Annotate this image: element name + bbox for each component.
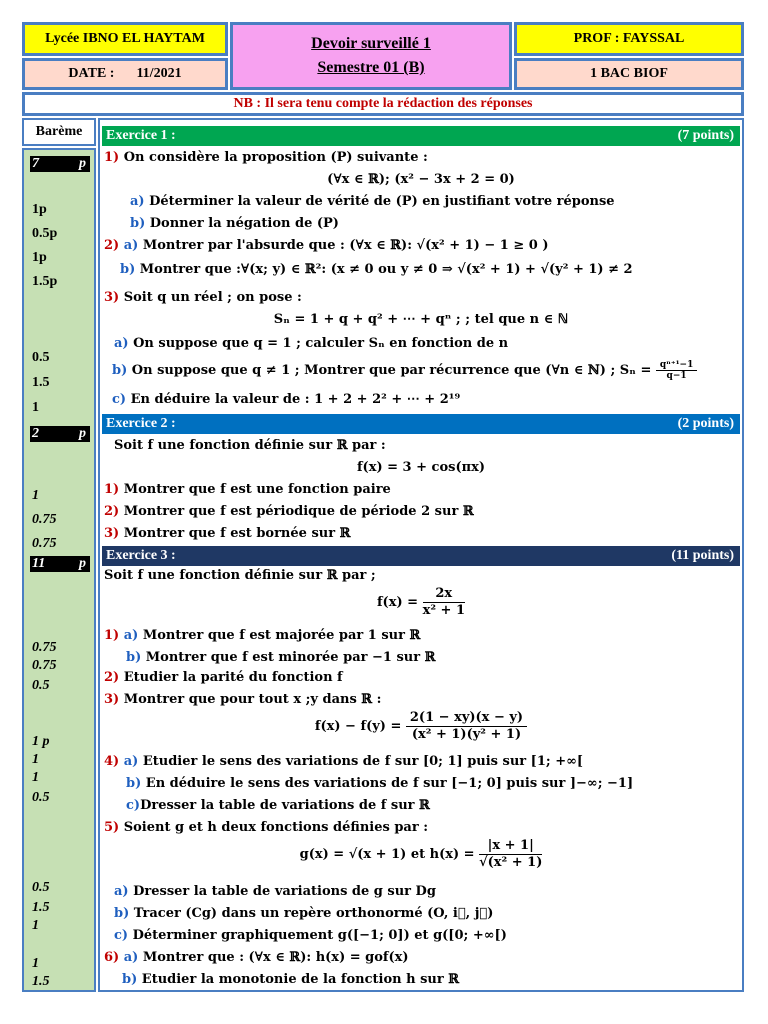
exam-title: Devoir surveillé 1 (311, 35, 431, 52)
bareme-mark: 0.75 (32, 512, 57, 527)
ex1-q3b: b) On suppose que q ≠ 1 ; Montrer que par récurrence que (∀n ∈ ℕ) ; Sₙ = $\frac{\text{qⁿ⁺¹−1}}{q-1}$ (112, 360, 697, 381)
ex2-intro: Soit f une fonction définie sur ℝ par : (114, 438, 386, 453)
ex1-q1-formula: (∀x ∈ ℝ); (x² − 3x + 2 = 0) (327, 172, 515, 187)
ex2-q2: 2) Montrer que f est périodique de période 2 sur ℝ (104, 504, 474, 519)
exam-title-cell (230, 22, 512, 90)
bareme-mark: 1.5 (32, 900, 50, 915)
prof-cell (514, 22, 744, 56)
ex3-q6b: b) Etudier la monotonie de la fonction h sur ℝ (122, 972, 460, 987)
ex3-q3-formula: f(x) − f(y) = $\frac{2(1 - xy)(x - y)}{\text{(x² + 1)(y² + 1)}}$ (100, 710, 742, 743)
ex1-q2a: 2) a) Montrer par l'absurde que : (∀x ∈ ℝ): √(x² + 1) − 1 ≥ 0 ) (104, 238, 549, 253)
ex1-q1: 1) On considère la proposition (P) suivante : (104, 150, 428, 165)
date-value: 11/2021 (136, 66, 182, 81)
ex3-q4a: 4) a) Etudier le sens des variations de f sur [0; 1] puis sur [1; +∞[ (104, 754, 584, 769)
bareme-mark: 0.5 (32, 790, 50, 805)
prof-name: PROF : FAYSSAL (573, 31, 685, 46)
bareme-mark: 1 (32, 752, 39, 767)
bareme-mark: 1p (32, 202, 47, 217)
class-name: 1 BAC BIOF (590, 66, 668, 81)
bareme-mark: 0.5p (32, 226, 58, 241)
exercise-2-title: Exercice 2 : (106, 416, 176, 431)
ex3-f-definition: f(x) = $\frac{2x}{\text{x² + 1}}$ (376, 586, 466, 618)
ex1-q3: 3) Soit q un réel ; on pose : (104, 290, 302, 305)
exercise-1-points: (7 points) (677, 128, 734, 143)
ex1-q2b: b) Montrer que :∀(x; y) ∈ ℝ²: (x ≠ 0 ou y ≠ 0 ⇒ √(x² + 1) + √(y² + 1) ≠ 2 (120, 262, 633, 277)
ex1-q1a: a) Déterminer la valeur de vérité de (P) en justifiant votre réponse (130, 194, 615, 209)
ex3-q4b: b) En déduire le sens des variations de f sur [−1; 0] puis sur ]−∞; −1] (126, 776, 634, 791)
bareme-ex1-total: 7 p (30, 156, 90, 172)
ex3-q2: 2) Etudier la parité du fonction f (104, 670, 343, 685)
bareme-mark: 0.75 (32, 658, 57, 673)
bareme-header: Barème (22, 118, 96, 146)
bareme-mark: 1 (32, 770, 39, 785)
bareme-ex2-total: 2 p (30, 426, 90, 442)
bareme-ex3-total: 11 p (30, 556, 90, 572)
ex2-q3: 3) Montrer que f est bornée sur ℝ (104, 526, 351, 541)
bareme-mark: 1 (32, 956, 39, 971)
bareme-mark: 1 (32, 488, 39, 503)
bareme-mark: 1.5 (32, 375, 50, 390)
school-name: Lycée IBNO EL HAYTAM (45, 31, 205, 46)
ex3-intro: Soit f une fonction définie sur ℝ par ; (104, 568, 376, 583)
ex3-q5b: b) Tracer (Cg) dans un repère orthonormé (O, i⃗, j⃗) (114, 906, 494, 921)
ex1-q1b: b) Donner la négation de (P) (130, 216, 339, 231)
nb-note: NB : Il sera tenu compte la rédaction des réponses (233, 96, 533, 111)
ex3-q4c: c)Dresser la table de variations de f sur ℝ (126, 798, 430, 813)
date-label: DATE : (68, 66, 115, 81)
school-name-cell (22, 22, 228, 56)
ex1-q3-formula: Sₙ = 1 + q + q² + ⋯ + qⁿ ; ; tel que n ∈ ℕ (273, 312, 569, 327)
ex1-q3c: c) En déduire la valeur de : 1 + 2 + 2² + ⋯ + 2¹⁹ (112, 392, 461, 407)
ex1-q3a: a) On suppose que q = 1 ; calculer Sₙ en fonction de n (114, 336, 509, 351)
bareme-mark: 1.5 (32, 974, 50, 989)
exercise-3-points: (11 points) (671, 548, 734, 563)
exercise-2-points: (2 points) (677, 416, 734, 431)
bareme-mark: 0.5 (32, 678, 50, 693)
ex3-q5c: c) Déterminer graphiquement g([−1; 0]) et g([0; +∞[) (114, 928, 507, 943)
exercise-2-header (102, 414, 740, 434)
ex3-q5: 5) Soient g et h deux fonctions définies par : (104, 820, 429, 835)
bareme-mark: 0.75 (32, 640, 57, 655)
ex3-q6a: 6) a) Montrer que : (∀x ∈ ℝ): h(x) = gof(x) (104, 950, 409, 965)
ex3-q5-formulas: g(x) = √(x + 1) et h(x) = $\frac{|x + 1|}{\text{√(x² + 1)}}$ (299, 838, 543, 870)
bareme-mark: 1.5p (32, 274, 58, 289)
exercise-3-header (102, 546, 740, 566)
bareme-mark: 1 (32, 400, 39, 415)
exam-semester: Semestre 01 (B) (317, 59, 425, 76)
exercise-3-title: Exercice 3 : (106, 548, 176, 563)
ex3-q3: 3) Montrer que pour tout x ;y dans ℝ : (104, 692, 382, 707)
bareme-mark: 1 (32, 918, 39, 933)
exercises-panel (98, 118, 744, 992)
bareme-mark: 1 p (32, 734, 50, 749)
bareme-column (22, 148, 96, 992)
bareme-mark: 0.5 (32, 880, 50, 895)
ex3-q5a: a) Dresser la table de variations de g sur Dg (114, 884, 436, 899)
ex2-q1: 1) Montrer que f est une fonction paire (104, 482, 391, 497)
exercise-1-header (102, 126, 740, 146)
bareme-mark: 0.5 (32, 350, 50, 365)
exercise-1-title: Exercice 1 : (106, 128, 176, 143)
ex2-formula: f(x) = 3 + cos(πx) (356, 460, 486, 475)
ex3-q1a: 1) a) Montrer que f est majorée par 1 sur ℝ (104, 628, 421, 643)
class-cell (514, 58, 744, 90)
date-cell (22, 58, 228, 90)
nb-note-cell (22, 92, 744, 116)
bareme-mark: 0.75 (32, 536, 57, 551)
bareme-mark: 1p (32, 250, 47, 265)
ex3-q1b: b) Montrer que f est minorée par −1 sur ℝ (126, 650, 436, 665)
